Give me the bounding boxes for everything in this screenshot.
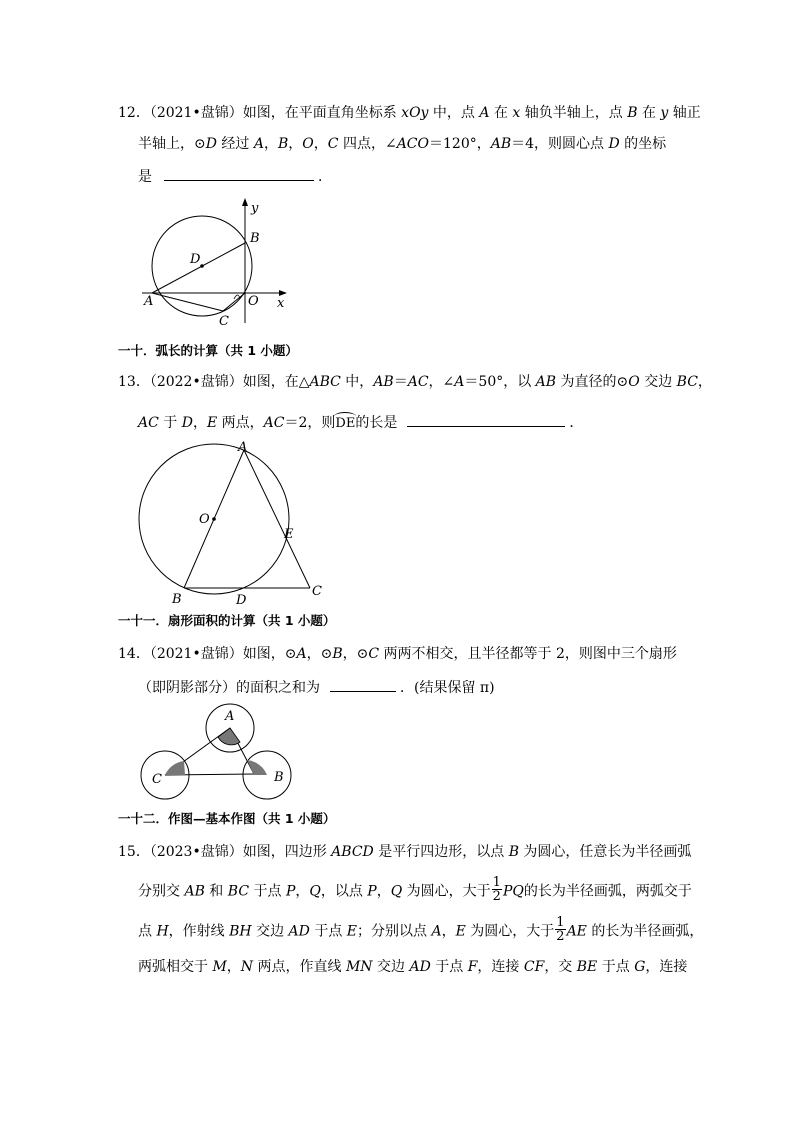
label-d: D bbox=[190, 252, 201, 267]
label-a: A bbox=[238, 440, 248, 455]
label-d: D bbox=[236, 593, 247, 608]
question-number: 15． bbox=[118, 844, 150, 860]
center-o-dot bbox=[212, 517, 216, 521]
fraction-one-half: $\frac{1}{2}$ bbox=[556, 915, 565, 944]
label-a: A bbox=[144, 294, 154, 309]
answer-blank[interactable] bbox=[330, 677, 396, 692]
label-e: E bbox=[284, 527, 294, 542]
y-axis-arrow-icon bbox=[242, 198, 248, 206]
fraction-one-half: $\frac{1}{2}$ bbox=[492, 875, 501, 904]
label-o: O bbox=[248, 294, 259, 309]
label-y: y bbox=[251, 201, 259, 216]
q15-line-4: 两弧相交于 M，N 两点，作直线 MN 交边 AD 于点 F，连接 CF，交 BE 于点 G，连接 bbox=[138, 959, 688, 975]
q12-line-1: 12．（2021•盘锦）如图，在平面直角坐标系 xOy 中，点 A 在 x 轴负半轴上，点 B 在 y 轴正 bbox=[118, 105, 701, 121]
label-o: O bbox=[199, 512, 210, 527]
label-c: C bbox=[312, 584, 322, 599]
section-heading-arc-length: 一十．弧长的计算（共 1 小题） bbox=[118, 343, 298, 358]
shaded-sector-c bbox=[165, 761, 185, 775]
label-b: B bbox=[274, 770, 284, 785]
segment-ab bbox=[152, 243, 245, 293]
q13-line-1: 13．（2022•盘锦）如图，在△ABC 中，AB＝AC，∠A＝50°，以 AB 为直径的⊙O 交边 BC， bbox=[118, 374, 712, 390]
label-a: A bbox=[225, 709, 235, 724]
side-ac bbox=[244, 450, 310, 588]
q13-line-2: AC 于 D，E 两点，AC＝2，则DE的长是 ． bbox=[138, 412, 583, 432]
section-heading-sector-area: 一十一．扇形面积的计算（共 1 小题） bbox=[118, 613, 336, 628]
segment-ac bbox=[152, 293, 223, 311]
label-c: C bbox=[152, 772, 162, 787]
q15-line-3: 点 H，作射线 BH 交边 AD 于点 E；分别以点 A，E 为圆心，大于 $\frac{1}{2}$ AE 的长为半径画弧， bbox=[138, 915, 704, 944]
label-b: B bbox=[250, 231, 260, 246]
q14-three-circles-figure bbox=[130, 700, 310, 800]
q13-triangle-circle-figure bbox=[130, 440, 330, 610]
segment-co bbox=[223, 293, 245, 311]
answer-blank[interactable] bbox=[407, 412, 565, 427]
arc-de-notation: DE bbox=[335, 416, 356, 431]
q15-line-1: 15．（2023•盘锦）如图，四边形 ABCD 是平行四边形，以点 B 为圆心，任意长为半径画弧 bbox=[118, 844, 692, 860]
shaded-sector-b bbox=[247, 760, 267, 775]
q14-line-1: 14．（2021•盘锦）如图，⊙A，⊙B，⊙C 两两不相交，且半径都等于 2，则图中三个扇形 bbox=[118, 646, 677, 662]
question-number: 13． bbox=[118, 374, 150, 390]
q12-coordinate-figure bbox=[130, 195, 300, 335]
label-b: B bbox=[172, 592, 182, 607]
q12-line-3: 是 ． bbox=[138, 166, 332, 186]
section-heading-basic-construction: 一十二．作图—基本作图（共 1 小题） bbox=[118, 811, 336, 826]
shaded-sector-a bbox=[218, 728, 240, 745]
label-c: C bbox=[219, 314, 229, 329]
q15-line-2: 分别交 AB 和 BC 于点 P，Q，以点 P，Q 为圆心，大于 $\frac{1}{2}$ PQ的长为半径画弧，两弧交于 bbox=[138, 875, 692, 904]
q12-line-2: 半轴上，⊙D 经过 A，B，O，C 四点，∠ACO＝120°，AB＝4，则圆心点 D 的坐标 bbox=[138, 136, 667, 152]
question-number: 14． bbox=[118, 646, 150, 662]
answer-blank[interactable] bbox=[164, 166, 314, 181]
question-number: 12． bbox=[118, 105, 150, 121]
center-d-dot bbox=[200, 264, 204, 268]
q14-line-2: （即阴影部分）的面积之和为 ．(结果保留 π) bbox=[138, 677, 495, 697]
label-x: x bbox=[277, 296, 285, 311]
